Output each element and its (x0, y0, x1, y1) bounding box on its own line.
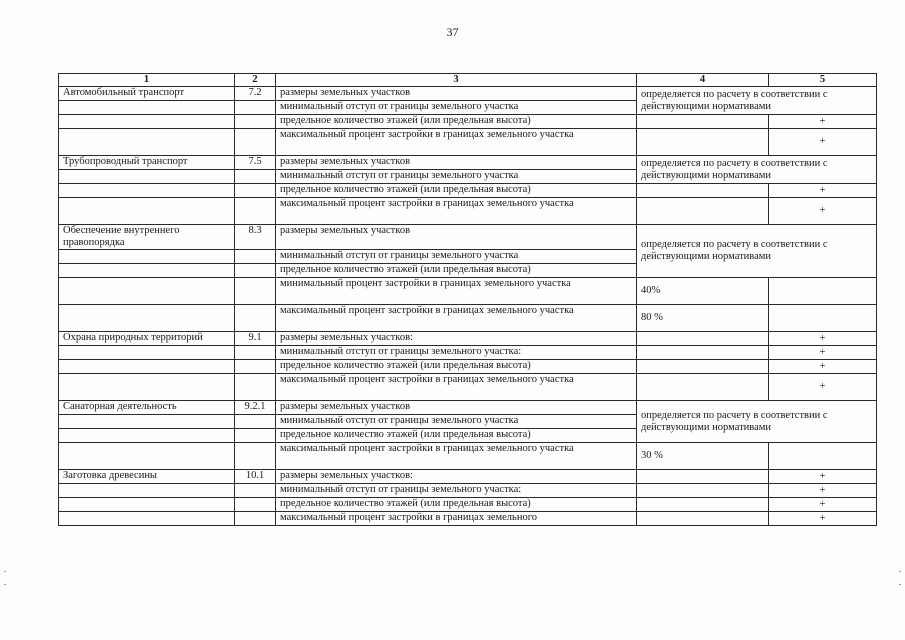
header-cell: 3 (276, 74, 637, 87)
activity-code-cell (235, 101, 276, 115)
activity-name-cell (59, 129, 235, 156)
parameter-cell: максимальный процент застройки в границах земельного участка (276, 198, 637, 225)
table-row (59, 374, 877, 401)
parameter-cell: минимальный отступ от границы земельного участка (276, 101, 637, 115)
table-row (59, 346, 877, 360)
activity-name-cell (59, 198, 235, 225)
parameter-value-cell (637, 470, 769, 484)
parameter-cell: размеры земельных участков (276, 87, 637, 101)
parameter-cell: минимальный отступ от границы земельного участка: (276, 484, 637, 498)
parameter-cell: максимальный процент застройки в границах земельного участка (276, 129, 637, 156)
table-row (59, 87, 877, 101)
activity-name-cell: Обеспечение внутреннего правопорядка (59, 225, 235, 250)
activity-name-cell: Охрана природных территорий (59, 332, 235, 346)
table-row (59, 498, 877, 512)
activity-name-cell (59, 305, 235, 332)
activity-name-cell (59, 360, 235, 374)
table-row (59, 305, 877, 332)
activity-name-cell (59, 250, 235, 264)
activity-name-cell (59, 374, 235, 401)
parameter-value-cell (637, 198, 769, 225)
mark-cell: + (769, 498, 877, 512)
parameter-cell: предельное количество этажей (или предельная высота) (276, 498, 637, 512)
mark-cell (769, 443, 877, 470)
mark-cell: + (769, 346, 877, 360)
parameter-value-cell: 30 % (637, 443, 769, 470)
activity-code-cell (235, 512, 276, 526)
activity-code-cell: 7.5 (235, 156, 276, 170)
parameter-value-cell: определяется по расчету в соответствии с действующими нормативами (637, 225, 877, 278)
activity-code-cell (235, 443, 276, 470)
parameter-cell: предельное количество этажей (или предельная высота) (276, 429, 637, 443)
activity-name-cell (59, 498, 235, 512)
parameter-cell: максимальный процент застройки в границах земельного участка (276, 443, 637, 470)
activity-name-cell: Трубопроводный транспорт (59, 156, 235, 170)
table-row (59, 484, 877, 498)
parameter-cell: предельное количество этажей (или предельная высота) (276, 264, 637, 278)
parameter-value-cell (637, 360, 769, 374)
activity-name-cell (59, 443, 235, 470)
activity-code-cell (235, 360, 276, 374)
parameter-cell: размеры земельных участков: (276, 332, 637, 346)
activity-code-cell (235, 429, 276, 443)
header-cell: 4 (637, 74, 769, 87)
activity-name-cell (59, 101, 235, 115)
activity-name-cell (59, 264, 235, 278)
activity-code-cell (235, 129, 276, 156)
mark-cell (769, 278, 877, 305)
activity-code-cell (235, 115, 276, 129)
parameter-value-cell: определяется по расчету в соответствии с действующими нормативами (637, 87, 877, 115)
activity-code-cell (235, 346, 276, 360)
activity-name-cell: Заготовка древесины (59, 470, 235, 484)
mark-cell: + (769, 512, 877, 526)
parameter-cell: минимальный отступ от границы земельного участка (276, 250, 637, 264)
table-row (59, 401, 877, 415)
table-body (59, 87, 877, 526)
table-row (59, 360, 877, 374)
activity-code-cell: 8.3 (235, 225, 276, 250)
activity-code-cell (235, 170, 276, 184)
activity-code-cell (235, 305, 276, 332)
activity-code-cell (235, 374, 276, 401)
table-row (59, 443, 877, 470)
activity-code-cell: 7.2 (235, 87, 276, 101)
activity-name-cell (59, 170, 235, 184)
parameter-value-cell (637, 512, 769, 526)
activity-code-cell: 10.1 (235, 470, 276, 484)
table-row (59, 332, 877, 346)
mark-cell: + (769, 198, 877, 225)
parameter-cell: размеры земельных участков: (276, 470, 637, 484)
parameter-value-cell (637, 184, 769, 198)
activity-name-cell (59, 512, 235, 526)
activity-code-cell (235, 415, 276, 429)
activity-code-cell (235, 250, 276, 264)
parameter-cell: максимальный процент застройки в границах земельного участка (276, 305, 637, 332)
parameter-cell: минимальный процент застройки в границах земельного участка (276, 278, 637, 305)
parameter-cell: минимальный отступ от границы земельного участка (276, 170, 637, 184)
table-row (59, 198, 877, 225)
activity-name-cell (59, 484, 235, 498)
parameter-cell: размеры земельных участков (276, 156, 637, 170)
table-row (59, 129, 877, 156)
activity-name-cell: Автомобильный транспорт (59, 87, 235, 101)
header-row (59, 74, 877, 87)
table-row (59, 470, 877, 484)
scan-mark (899, 584, 901, 585)
activity-code-cell (235, 184, 276, 198)
parameter-cell: размеры земельных участков (276, 401, 637, 415)
mark-cell: + (769, 115, 877, 129)
activity-code-cell (235, 278, 276, 305)
mark-cell: + (769, 184, 877, 198)
table-row (59, 225, 877, 250)
activity-code-cell (235, 498, 276, 512)
mark-cell: + (769, 332, 877, 346)
scan-mark (899, 571, 901, 572)
mark-cell: + (769, 484, 877, 498)
mark-cell: + (769, 360, 877, 374)
parameter-value-cell (637, 346, 769, 360)
table-row (59, 115, 877, 129)
header-cell: 5 (769, 74, 877, 87)
parameter-cell: максимальный процент застройки в границах земельного участка (276, 374, 637, 401)
parameter-value-cell (637, 332, 769, 346)
parameter-value-cell: 80 % (637, 305, 769, 332)
activity-code-cell (235, 484, 276, 498)
table-row (59, 278, 877, 305)
parameter-cell: минимальный отступ от границы земельного участка: (276, 346, 637, 360)
parameter-value-cell: определяется по расчету в соответствии с действующими нормативами (637, 401, 877, 443)
regulations-table (58, 73, 877, 526)
activity-name-cell (59, 115, 235, 129)
table-row (59, 512, 877, 526)
parameter-value-cell: 40% (637, 278, 769, 305)
parameter-cell: предельное количество этажей (или предельная высота) (276, 360, 637, 374)
table-row (59, 156, 877, 170)
scan-mark (4, 584, 6, 585)
header-cell: 2 (235, 74, 276, 87)
activity-name-cell (59, 429, 235, 443)
activity-code-cell: 9.2.1 (235, 401, 276, 415)
activity-name-cell (59, 184, 235, 198)
header-cell: 1 (59, 74, 235, 87)
mark-cell: + (769, 374, 877, 401)
parameter-cell: размеры земельных участков (276, 225, 637, 250)
parameter-value-cell: определяется по расчету в соответствии с действующими нормативами (637, 156, 877, 184)
activity-code-cell (235, 198, 276, 225)
mark-cell: + (769, 470, 877, 484)
parameter-value-cell (637, 115, 769, 129)
activity-code-cell: 9.1 (235, 332, 276, 346)
parameter-cell: минимальный отступ от границы земельного участка (276, 415, 637, 429)
activity-name-cell (59, 346, 235, 360)
scan-mark (4, 571, 6, 572)
activity-name-cell: Санаторная деятельность (59, 401, 235, 415)
activity-name-cell (59, 415, 235, 429)
parameter-cell: предельное количество этажей (или предельная высота) (276, 184, 637, 198)
parameter-cell: максимальный процент застройки в границах земельного (276, 512, 637, 526)
mark-cell (769, 305, 877, 332)
activity-name-cell (59, 278, 235, 305)
parameter-value-cell (637, 498, 769, 512)
parameter-value-cell (637, 374, 769, 401)
parameter-value-cell (637, 484, 769, 498)
activity-code-cell (235, 264, 276, 278)
parameter-cell: предельное количество этажей (или предельная высота) (276, 115, 637, 129)
parameter-value-cell (637, 129, 769, 156)
mark-cell: + (769, 129, 877, 156)
table-row (59, 184, 877, 198)
page-number: 37 (446, 25, 459, 39)
